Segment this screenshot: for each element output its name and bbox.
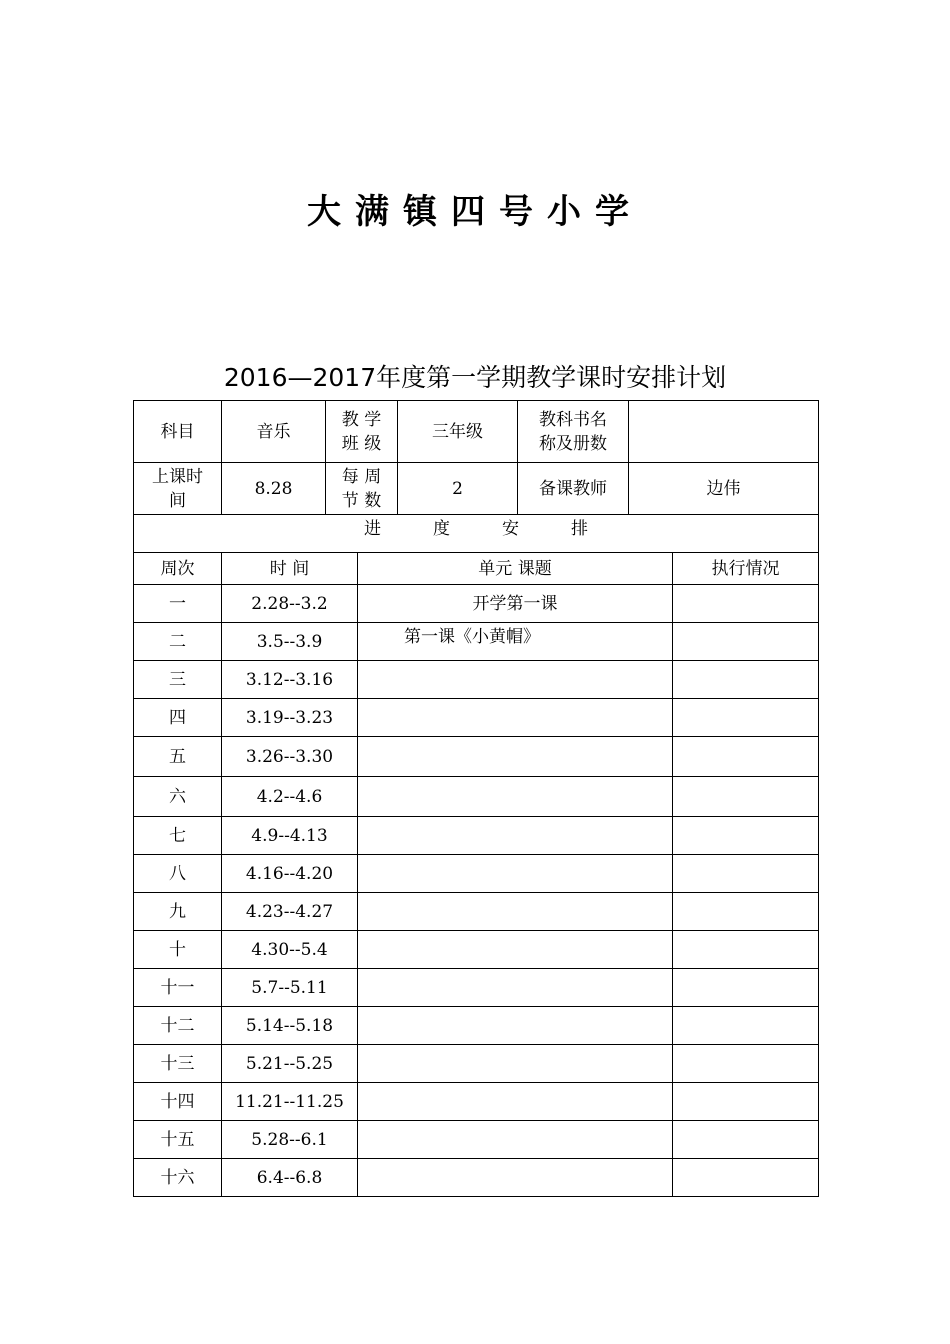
time-cell: 3.19--3.23	[222, 699, 358, 737]
table-row	[134, 893, 819, 931]
unit-cell	[358, 1121, 673, 1159]
book-label-line-2: 称及册数	[539, 433, 607, 454]
status-cell	[673, 661, 819, 699]
time-cell: 5.21--5.25	[222, 1045, 358, 1083]
start-label	[134, 463, 222, 515]
status-cell	[673, 1121, 819, 1159]
book-value	[629, 401, 819, 463]
week-cell: 十四	[134, 1083, 222, 1121]
unit-cell	[358, 969, 673, 1007]
teacher-label: 备课教师	[518, 463, 629, 515]
table-row	[134, 1007, 819, 1045]
week-cell: 七	[134, 817, 222, 855]
week-cell: 三	[134, 661, 222, 699]
status-cell	[673, 1007, 819, 1045]
table-row	[134, 777, 819, 817]
status-cell	[673, 893, 819, 931]
unit-cell	[358, 1007, 673, 1045]
week-cell: 四	[134, 699, 222, 737]
week-cell: 六	[134, 777, 222, 817]
status-cell	[673, 737, 819, 777]
table-row	[134, 1121, 819, 1159]
column-header-row	[134, 553, 819, 585]
status-cell	[673, 855, 819, 893]
table-row	[134, 623, 819, 661]
week-cell: 十一	[134, 969, 222, 1007]
time-cell: 3.12--3.16	[222, 661, 358, 699]
weekly-label	[326, 463, 398, 515]
table-row	[134, 585, 819, 623]
unit-cell	[358, 1045, 673, 1083]
unit-cell: 开学第一课	[358, 585, 673, 623]
info-row-2	[134, 463, 819, 515]
table-row	[134, 855, 819, 893]
week-cell: 十三	[134, 1045, 222, 1083]
time-cell: 2.28--3.2	[222, 585, 358, 623]
table-row	[134, 699, 819, 737]
status-cell	[673, 969, 819, 1007]
book-label	[518, 401, 629, 463]
plan-title: 2016—2017年度第一学期教学课时安排计划	[223, 363, 727, 392]
class-label-line-1: 教 学	[341, 409, 382, 430]
table-row	[134, 1159, 819, 1197]
unit-header: 单元 课题	[358, 553, 673, 585]
status-cell	[673, 1083, 819, 1121]
subject-label: 科目	[134, 401, 222, 463]
time-cell: 5.7--5.11	[222, 969, 358, 1007]
unit-cell: 第一课《小黄帽》	[358, 623, 673, 661]
week-header: 周次	[134, 553, 222, 585]
book-label-line-1: 教科书名	[539, 409, 607, 430]
time-cell: 5.28--6.1	[222, 1121, 358, 1159]
progress-char-4: 排	[571, 519, 588, 539]
week-cell: 十	[134, 931, 222, 969]
time-cell: 3.5--3.9	[222, 623, 358, 661]
status-cell	[673, 777, 819, 817]
start-label-line-1: 上课时	[152, 466, 203, 487]
progress-char-1: 进	[364, 519, 381, 539]
class-label-line-2: 班 级	[341, 433, 382, 454]
week-cell: 二	[134, 623, 222, 661]
unit-cell	[358, 1159, 673, 1197]
weekly-value: 2	[398, 463, 518, 515]
week-cell: 十二	[134, 1007, 222, 1045]
progress-heading-row	[134, 515, 819, 553]
week-cell: 一	[134, 585, 222, 623]
progress-heading	[134, 515, 819, 553]
week-cell: 九	[134, 893, 222, 931]
unit-cell	[358, 1083, 673, 1121]
table-row	[134, 969, 819, 1007]
table-row	[134, 1083, 819, 1121]
table-row	[134, 661, 819, 699]
school-name: 大满镇四号小学	[307, 192, 643, 232]
unit-cell	[358, 893, 673, 931]
unit-cell	[358, 699, 673, 737]
status-header: 执行情况	[673, 553, 819, 585]
progress-char-3: 安	[502, 519, 519, 539]
schedule-rows	[134, 585, 819, 1197]
week-cell: 五	[134, 737, 222, 777]
time-cell: 11.21--11.25	[222, 1083, 358, 1121]
table-row	[134, 737, 819, 777]
weekly-label-line-2: 节 数	[341, 490, 382, 511]
unit-cell	[358, 931, 673, 969]
table-row	[134, 1045, 819, 1083]
time-header: 时 间	[222, 553, 358, 585]
status-cell	[673, 699, 819, 737]
unit-cell	[358, 777, 673, 817]
table-row	[134, 931, 819, 969]
time-cell: 4.2--4.6	[222, 777, 358, 817]
info-row-1	[134, 401, 819, 463]
time-cell: 3.26--3.30	[222, 737, 358, 777]
class-label	[326, 401, 398, 463]
status-cell	[673, 623, 819, 661]
time-cell: 4.23--4.27	[222, 893, 358, 931]
schedule-table	[133, 400, 819, 1197]
time-cell: 4.30--5.4	[222, 931, 358, 969]
week-cell: 十六	[134, 1159, 222, 1197]
weekly-label-line-1: 每 周	[341, 466, 382, 487]
table-row	[134, 817, 819, 855]
status-cell	[673, 931, 819, 969]
week-cell: 十五	[134, 1121, 222, 1159]
week-cell: 八	[134, 855, 222, 893]
subject-value: 音乐	[222, 401, 326, 463]
class-value: 三年级	[398, 401, 518, 463]
unit-cell	[358, 817, 673, 855]
start-label-line-2: 间	[169, 490, 186, 511]
start-value: 8.28	[222, 463, 326, 515]
status-cell	[673, 1159, 819, 1197]
unit-cell	[358, 661, 673, 699]
time-cell: 6.4--6.8	[222, 1159, 358, 1197]
teacher-value: 边伟	[629, 463, 819, 515]
time-cell: 5.14--5.18	[222, 1007, 358, 1045]
time-cell: 4.9--4.13	[222, 817, 358, 855]
time-cell: 4.16--4.20	[222, 855, 358, 893]
unit-cell	[358, 737, 673, 777]
unit-cell	[358, 855, 673, 893]
status-cell	[673, 1045, 819, 1083]
status-cell	[673, 817, 819, 855]
progress-char-2: 度	[433, 519, 450, 539]
status-cell	[673, 585, 819, 623]
